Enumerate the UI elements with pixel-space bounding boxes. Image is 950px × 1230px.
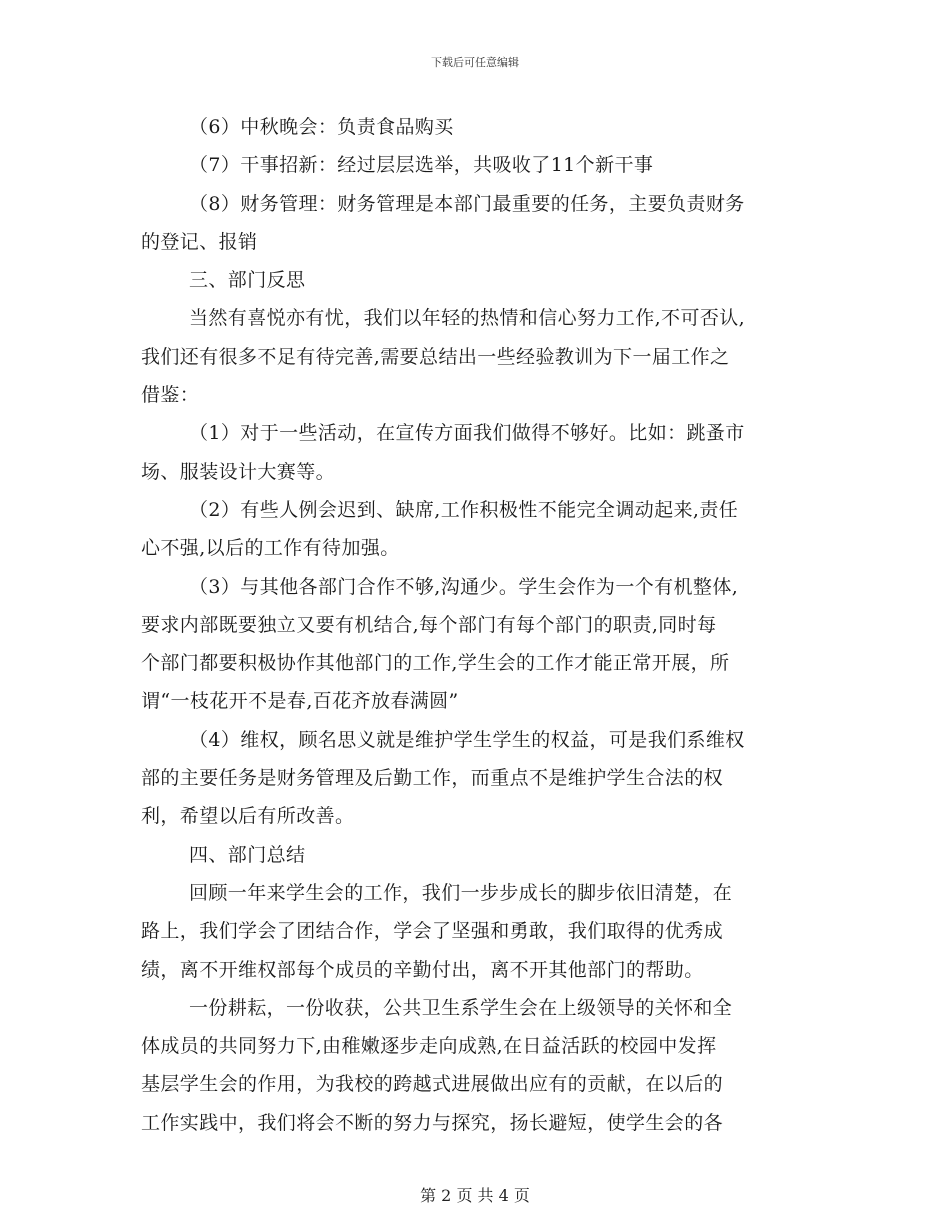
text-line: 一份耕耘，一份收获，公共卫生系学生会在上级领导的关怀和全	[189, 996, 733, 1019]
text-line: （2）有些人例会迟到、缺席,工作积极性不能完全调动起来,责任	[189, 498, 739, 521]
text-line: 个部门都要积极协作其他部门的工作,学生会的工作才能正常开展，所	[141, 652, 730, 675]
page-footer: 第 2 页 共 4 页	[420, 1186, 530, 1205]
page-header: 下载后可任意编辑	[431, 56, 519, 69]
text-line: 的登记、报销	[141, 230, 258, 253]
text-line: 基层学生会的作用，为我校的跨越式进展做出应有的贡献，在以后的	[141, 1073, 724, 1096]
text-line: 部的主要任务是财务管理及后勤工作，而重点不是维护学生合法的权	[141, 767, 724, 790]
text-line: （8）财务管理：财务管理是本部门最重要的任务，主要负责财务	[189, 192, 745, 215]
text-line: 绩，离不开维权部每个成员的辛勤付出，离不开其他部门的帮助。	[141, 958, 704, 981]
document-body	[141, 108, 817, 1142]
text-line: 三、部门反思	[189, 269, 306, 292]
text-line: 利，希望以后有所改善。	[141, 805, 355, 828]
text-line: 工作实践中，我们将会不断的努力与探究，扬长避短，使学生会的各	[141, 1111, 724, 1134]
text-line: （3）与其他各部门合作不够,沟通少。学生会作为一个有机整体,	[189, 575, 739, 598]
text-line: （7）干事招新：经过层层选举，共吸收了11个新干事	[189, 154, 654, 177]
text-line: 场、服装设计大赛等。	[141, 460, 336, 483]
text-line: 谓“一枝花开不是春,百花齐放春满圆”	[141, 690, 459, 713]
text-line: （4）维权，顾名思义就是维护学生学生的权益，可是我们系维权	[189, 728, 745, 751]
text-line: 要求内部既要独立又要有机结合,每个部门有每个部门的职责,同时每	[141, 613, 717, 636]
text-line: 体成员的共同努力下,由稚嫩逐步走向成熟,在日益活跃的校园中发挥	[141, 1035, 717, 1058]
text-line: 四、部门总结	[189, 843, 306, 866]
text-line: 心不强,以后的工作有待加强。	[141, 537, 400, 560]
text-line: 路上，我们学会了团结合作，学会了坚强和勇敢，我们取得的优秀成	[141, 920, 724, 943]
text-line: （1）对于一些活动，在宣传方面我们做得不够好。比如：跳蚤市	[189, 422, 745, 445]
text-line: 当然有喜悦亦有忧，我们以年轻的热情和信心努力工作,不可否认,	[189, 307, 746, 330]
text-line: 回顾一年来学生会的工作，我们一步步成长的脚步依旧清楚，在	[189, 881, 733, 904]
text-line: （6）中秋晚会：负责食品购买	[189, 116, 454, 138]
text-line: 借鉴：	[141, 384, 200, 407]
text-line: 我们还有很多不足有待完善,需要总结出一些经验教训为下一届工作之	[141, 345, 730, 368]
